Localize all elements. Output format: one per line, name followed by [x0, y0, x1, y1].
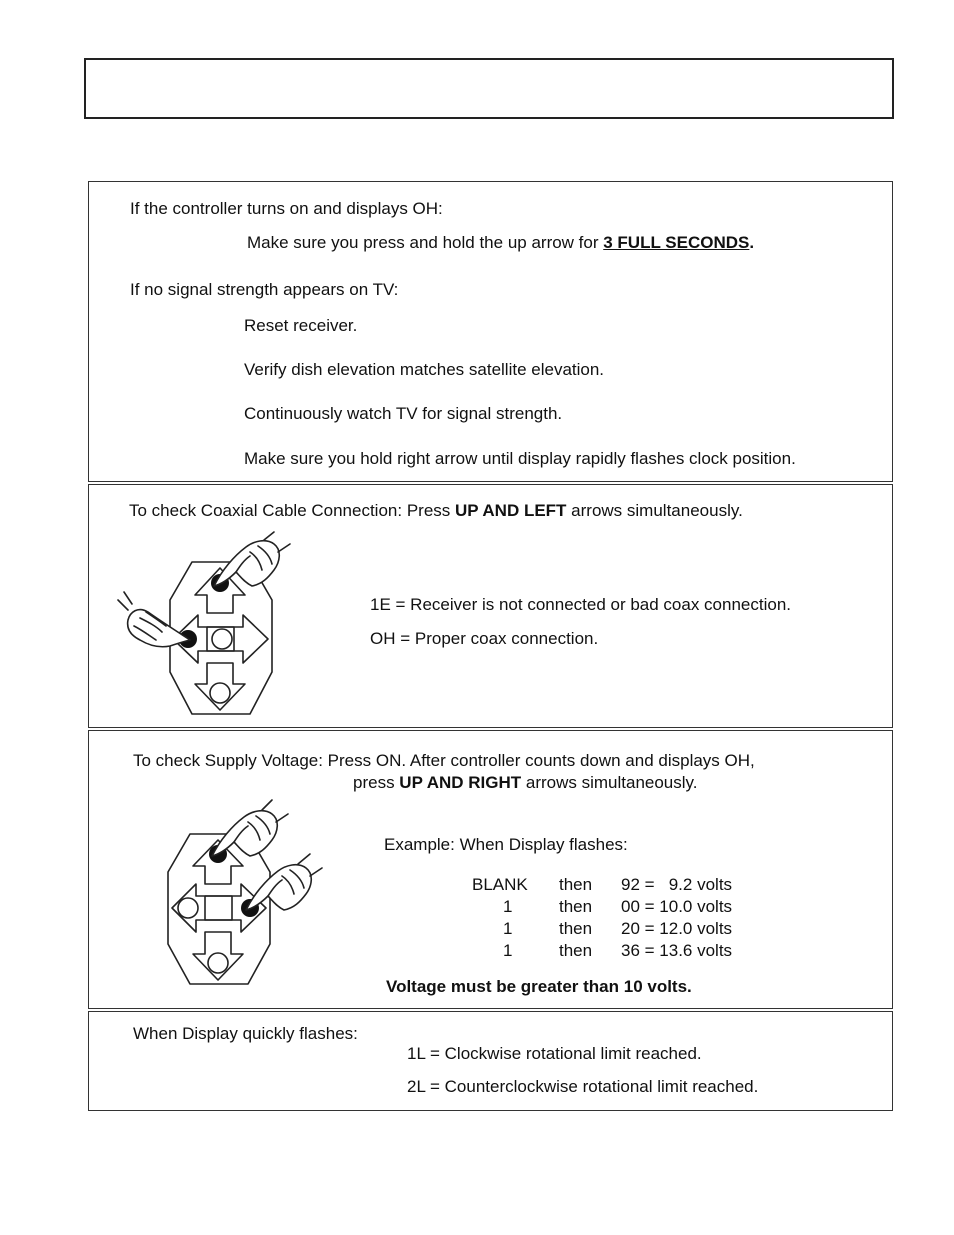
coax-intro-text: To check Coaxial Cable Connection: Press	[129, 501, 455, 520]
coax-intro-end: arrows simultaneously.	[566, 501, 743, 520]
reading-then: then	[559, 897, 593, 916]
step-item: Continuously watch TV for signal strength.	[244, 404, 563, 423]
reading-value: 20 = 12.0 volts	[621, 919, 733, 938]
reading-value: 36 = 13.6 volts	[621, 941, 733, 960]
reading-then: then	[559, 919, 593, 938]
voltage-intro: To check Supply Voltage: Press ON. After controller counts down and displays OH,	[133, 751, 755, 770]
reading-then: then	[559, 941, 593, 960]
step-item: Make sure you hold right arrow until display rapidly flashes clock position.	[244, 449, 796, 468]
voltage-example: Example: When Display flashes:	[384, 835, 628, 854]
reading-first: 1	[503, 897, 513, 916]
reading-value: 00 = 10.0 volts	[621, 897, 733, 916]
voltage-line2-start: press	[353, 773, 400, 792]
down-button-icon	[208, 953, 228, 973]
reading-first: 1	[503, 919, 513, 938]
no-signal-heading: If no signal strength appears on TV:	[130, 280, 399, 299]
coax-keys: UP AND LEFT	[455, 501, 567, 520]
voltage-warning: Voltage must be greater than 10 volts.	[386, 977, 692, 996]
voltage-line2-end: arrows simultaneously.	[521, 773, 698, 792]
step-item: Reset receiver.	[244, 316, 358, 335]
reading-first: BLANK	[472, 875, 528, 894]
reading-first: 1	[503, 941, 513, 960]
limit-intro: When Display quickly flashes:	[133, 1024, 358, 1043]
oh-instruction-text: Make sure you press and hold the up arrow for	[247, 233, 604, 252]
left-arrow-icon	[172, 884, 232, 932]
hand-right-icon	[246, 865, 311, 910]
limit-1l: 1L = Clockwise rotational limit reached.	[407, 1044, 702, 1063]
reading-value: 92 = 9.2 volts	[621, 875, 733, 894]
coax-result-1e: 1E = Receiver is not connected or bad coax connection.	[370, 595, 792, 614]
oh-heading: If the controller turns on and displays OH:	[130, 199, 443, 218]
left-button-icon	[178, 898, 198, 918]
coax-result-oh: OH = Proper coax connection.	[370, 629, 599, 648]
step-item: Verify dish elevation matches satellite elevation.	[244, 360, 605, 379]
voltage-keys: UP AND RIGHT	[399, 773, 522, 792]
reading-then: then	[559, 875, 593, 894]
oh-period: .	[749, 233, 755, 252]
oh-emphasis: 3 FULL SECONDS	[603, 233, 750, 252]
limit-2l: 2L = Counterclockwise rotational limit reached.	[407, 1077, 759, 1096]
